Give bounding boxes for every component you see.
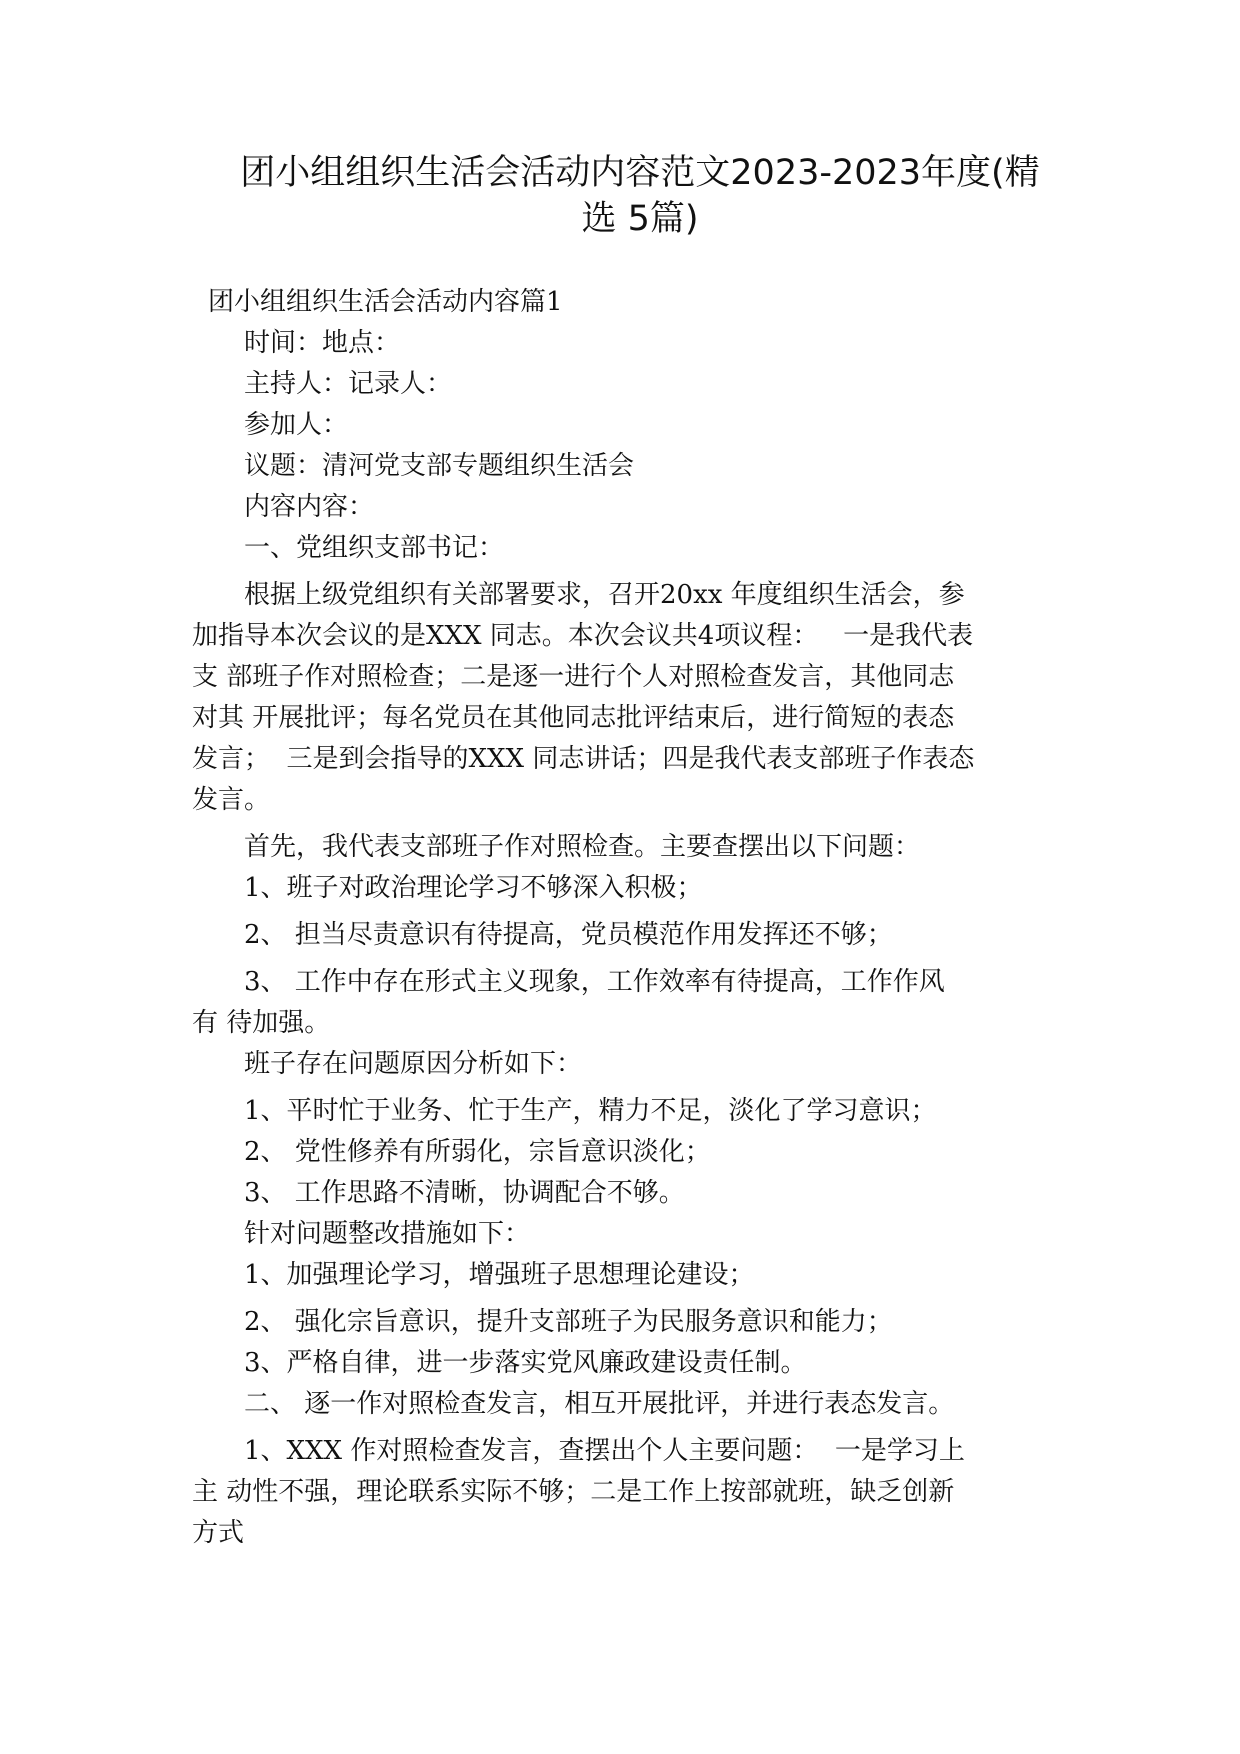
body-line-measure-intro: 针对问题整改措施如下： xyxy=(244,1219,531,1249)
body-line-check-intro: 首先，我代表支部班子作对照检查。主要查摆出以下问题： xyxy=(244,832,921,862)
body-line-intro-3: 支 部班子作对照检查；二是逐一进行个人对照检查发言，其他同志 xyxy=(192,662,955,692)
body-line-host-recorder: 主持人：记录人： xyxy=(244,369,453,399)
body-line-topic: 议题：清河党支部专题组织生活会 xyxy=(244,451,635,481)
body-lines xyxy=(192,323,1052,1554)
body-line-cause-2: 2、 党性修养有所弱化，宗旨意识淡化； xyxy=(244,1137,711,1167)
body-line-measure-1: 1、加强理论学习，增强班子思想理论建设； xyxy=(244,1260,755,1290)
body-line-cause-1: 1、平时忙于业务、忙于生产，精力不足，淡化了学习意识； xyxy=(244,1096,937,1126)
body-line-problem-3b: 有 待加强。 xyxy=(192,1008,331,1038)
body-line-intro-6: 发言。 xyxy=(192,785,271,815)
body-line-cause-intro: 班子存在问题原因分析如下： xyxy=(244,1049,583,1079)
body-line-intro-4: 对其 开展批评；每名党员在其他同志批评结束后，进行简短的表态 xyxy=(192,703,955,733)
body-line-problem-1: 1、班子对政治理论学习不够深入积极； xyxy=(244,873,703,903)
body-line-measure-3: 3、严格自律，进一步落实党风廉政建设责任制。 xyxy=(244,1348,807,1378)
body-line-cause-3: 3、 工作思路不清晰，协调配合不够。 xyxy=(244,1178,685,1208)
body-line-problem-3a: 3、 工作中存在形式主义现象，工作效率有待提高，工作作风 xyxy=(244,967,945,997)
section-heading: 团小组组织生活会活动内容篇1 xyxy=(208,287,563,317)
document-title xyxy=(240,150,1040,242)
body-line-self-check-3: 方式 xyxy=(192,1518,245,1548)
body-line-self-check-1: 1、XXX 作对照检查发言，查摆出个人主要问题： 一是学习上 xyxy=(244,1436,965,1466)
body-line-self-check-2: 主 动性不强，理论联系实际不够；二是工作上按部就班，缺乏创新 xyxy=(192,1477,955,1507)
body-line-content-label: 内容内容： xyxy=(244,492,375,522)
body-line-part-two-heading: 二、 逐一作对照检查发言，相互开展批评，并进行表态发言。 xyxy=(244,1389,955,1419)
document-title-line-2: 选 5篇) xyxy=(581,199,699,239)
body-line-participants: 参加人： xyxy=(244,410,349,440)
body-line-intro-2: 加指导本次会议的是XXX 同志。本次会议共4项议程： 一是我代表 xyxy=(192,621,974,651)
body-line-problem-2: 2、 担当尽责意识有待提高，党员模范作用发挥还不够； xyxy=(244,920,893,950)
document-title-line-1: 团小组组织生活会活动内容范文2023-2023年度(精 xyxy=(240,153,1040,193)
body-line-intro-1: 根据上级党组织有关部署要求，召开20xx 年度组织生活会，参 xyxy=(244,580,965,610)
body-line-intro-5: 发言； 三是到会指导的XXX 同志讲话；四是我代表支部班子作表态 xyxy=(192,744,975,774)
body-line-measure-2: 2、 强化宗旨意识，提升支部班子为民服务意识和能力； xyxy=(244,1307,893,1337)
body-line-part-one-heading: 一、党组织支部书记： xyxy=(244,533,505,563)
body-line-time-location: 时间：地点： xyxy=(244,328,401,358)
document-body xyxy=(192,282,1052,1554)
